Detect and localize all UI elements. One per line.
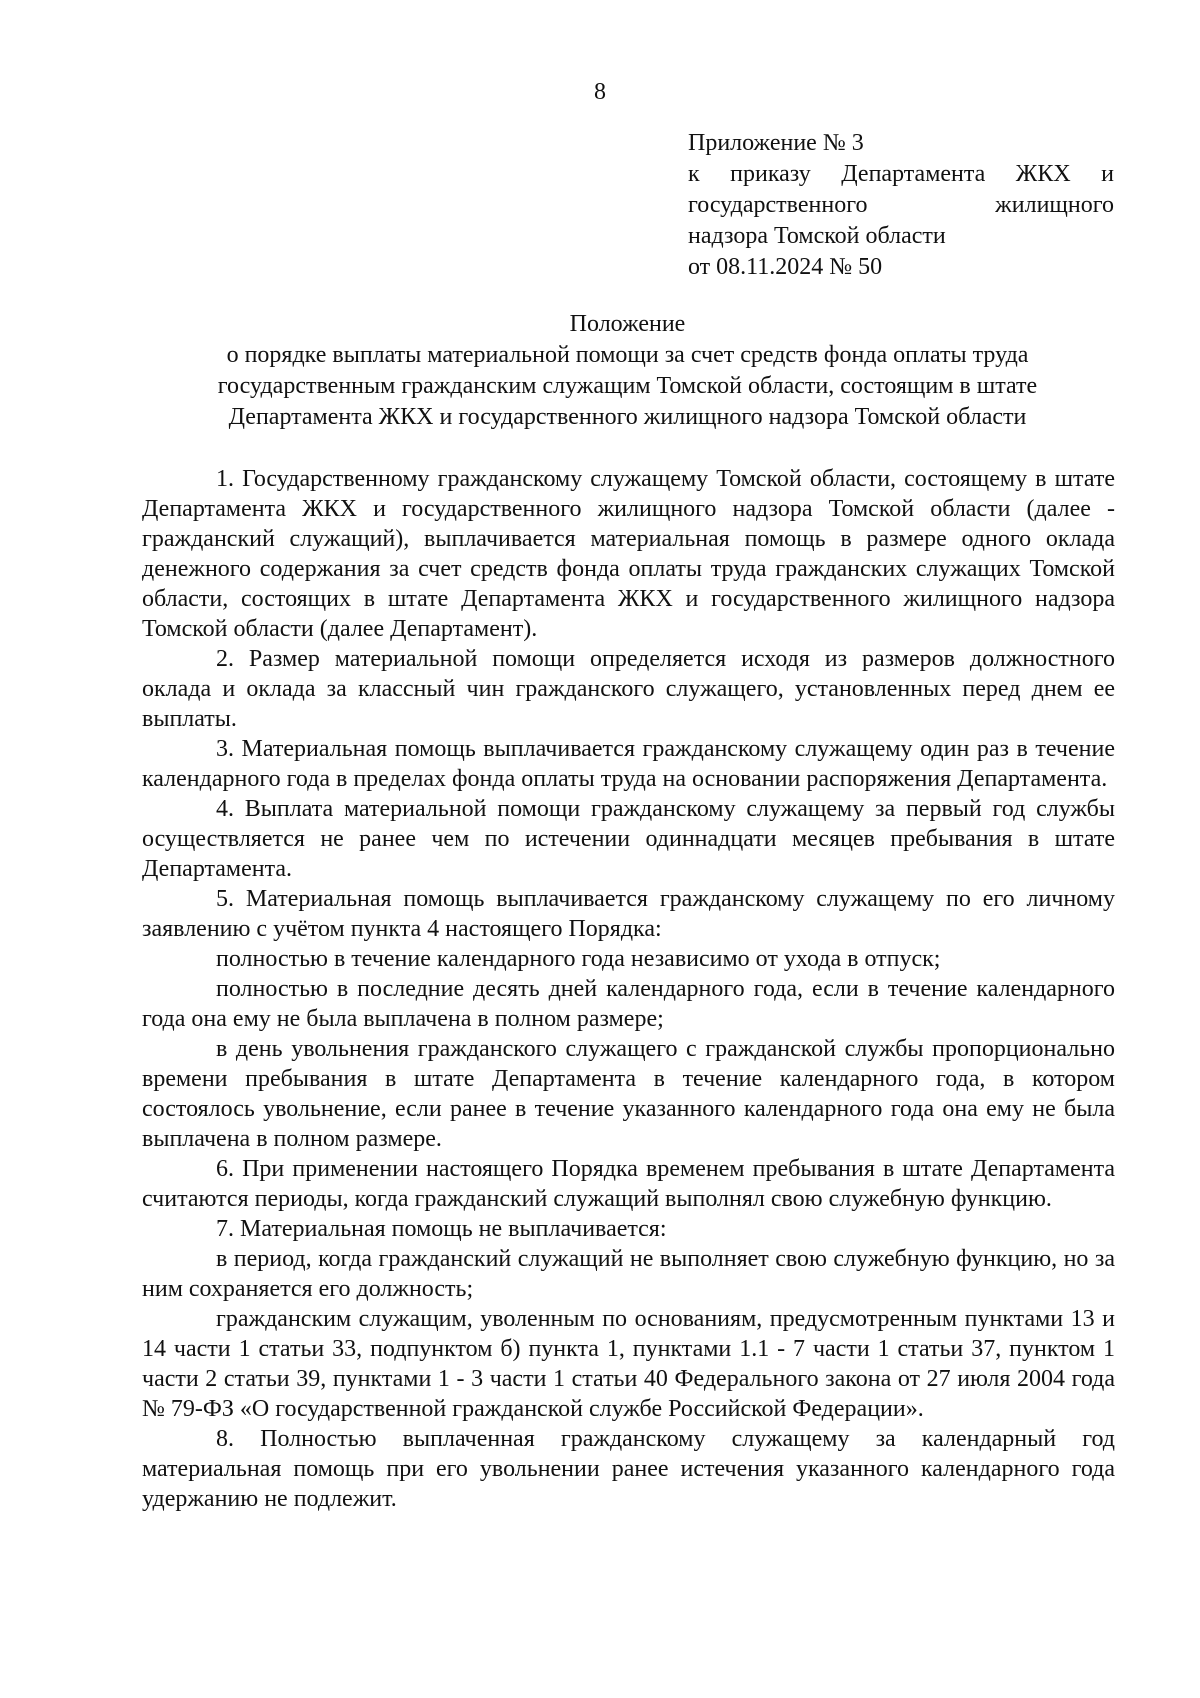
appendix-line: государственного жилищного <box>688 192 1114 218</box>
appendix-line: от 08.11.2024 № 50 <box>688 254 883 280</box>
paragraph: 2. Размер материальной помощи определяется исходя из размеров должностного оклада и оклада за классный чин гражданского служащего, установленных перед днем ее выплаты. <box>142 646 1115 732</box>
paragraph: полностью в течение календарного года независимо от ухода в отпуск; <box>216 946 941 972</box>
appendix-line: к приказу Департамента ЖКХ и <box>688 161 1114 187</box>
page-number: 8 <box>594 79 606 105</box>
paragraph: 4. Выплата материальной помощи гражданскому служащему за первый год службы осуществляется не ранее чем по истечении одиннадцати месяцев пребывания в штате Департамента. <box>142 796 1115 882</box>
appendix-line: Приложение № 3 <box>688 130 864 156</box>
paragraph: 8. Полностью выплаченная гражданскому служащему за календарный год материальная помощь при его увольнении ранее истечения указанного календарного года удержанию не подлежит. <box>142 1426 1115 1512</box>
paragraph: гражданским служащим, уволенным по основаниям, предусмотренным пунктами 13 и 14 части 1 статьи 33, подпунктом б) пункта 1, пунктами 1.1 - 7 части 1 статьи 37, пунктом 1 части 2 статьи 39, пунктами 1 - 3 части 1 статьи 40 Федерального закона от 27 июля 2004 года № 79-ФЗ «О государственной гражданской службе Российской Федерации». <box>142 1306 1115 1422</box>
paragraph: 5. Материальная помощь выплачивается гражданскому служащему по его личному заявлению с учётом пункта 4 настоящего Порядка: <box>142 886 1115 942</box>
title-line: о порядке выплаты материальной помощи за счет средств фонда оплаты труда <box>226 342 1029 368</box>
title-line: Положение <box>569 311 686 337</box>
appendix-header <box>688 128 1114 283</box>
document-body <box>142 464 1115 1514</box>
paragraph: 6. При применении настоящего Порядка временем пребывания в штате Департамента считаются периоды, когда гражданский служащий выполнял свою служебную функцию. <box>142 1156 1115 1212</box>
paragraph: 7. Материальная помощь не выплачивается: <box>216 1216 667 1242</box>
appendix-line: надзора Томской области <box>688 223 946 249</box>
document-title <box>140 309 1115 433</box>
title-line: государственным гражданским служащим Томской области, состоящим в штате <box>217 373 1038 399</box>
paragraph: полностью в последние десять дней календарного года, если в течение календарного года она ему не была выплачена в полном размере; <box>142 976 1115 1032</box>
paragraph: 3. Материальная помощь выплачивается гражданскому служащему один раз в течение календарного года в пределах фонда оплаты труда на основании распоряжения Департамента. <box>142 736 1115 792</box>
title-line: Департамента ЖКХ и государственного жилищного надзора Томской области <box>228 404 1027 430</box>
paragraph: в период, когда гражданский служащий не выполняет свою служебную функцию, но за ним сохраняется его должность; <box>142 1246 1115 1302</box>
paragraph: 1. Государственному гражданскому служащему Томской области, состоящему в штате Департамента ЖКХ и государственного жилищного надзора Томской области (далее - гражданский служащий), выплачивается материальная помощь в размере одного оклада денежного содержания за счет средств фонда оплаты труда гражданских служащих Томской области, состоящих в штате Департамента ЖКХ и государственного жилищного надзора Томской области (далее Департамент). <box>142 466 1115 642</box>
paragraph: в день увольнения гражданского служащего с гражданской службы пропорционально времени пребывания в штате Департамента в течение календарного года, в котором состоялось увольнение, если ранее в течение указанного календарного года она ему не была выплачена в полном размере. <box>142 1036 1115 1152</box>
